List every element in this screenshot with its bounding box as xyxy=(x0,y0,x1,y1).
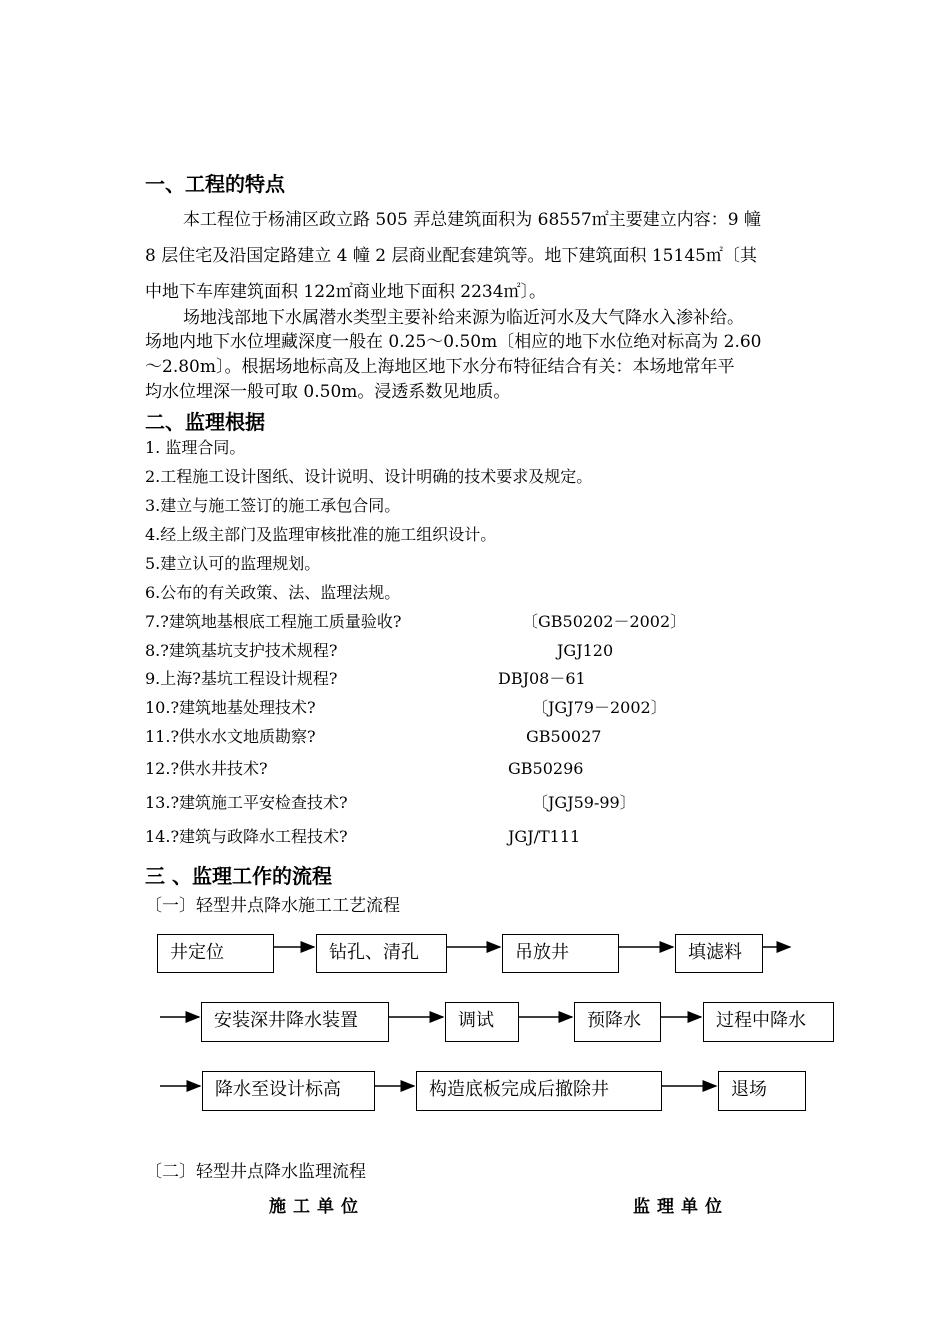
basis-code: GB50296 xyxy=(508,759,584,778)
basis-item: 7.?建筑地基根底工程施工质量验收? xyxy=(145,612,402,631)
basis-code: JGJ/T111 xyxy=(508,827,581,846)
basis-item: 12.?供水井技术? xyxy=(145,759,268,778)
basis-item: 11.?供水水文地质勘察? xyxy=(145,727,316,746)
flow-step: 过程中降水 xyxy=(703,1002,834,1042)
paragraph-line: 本工程位于杨浦区政立路 505 弄总建筑面积为 68557㎡主要建立内容：9 幢 xyxy=(183,210,761,230)
flow1-title: 〔一〕轻型井点降水施工工艺流程 xyxy=(145,896,400,916)
flow-step: 吊放井 xyxy=(502,934,619,973)
flow-step: 降水至设计标高 xyxy=(202,1071,375,1111)
paragraph-line: 中地下车库建筑面积 122㎡商业地下面积 2234㎡〕。 xyxy=(145,282,547,302)
basis-code: 〔JGJ79－2002〕 xyxy=(532,698,667,717)
basis-item: 4.经上级主部门及监理审核批准的施工组织设计。 xyxy=(145,525,497,544)
column-header-supervision: 监理单位 xyxy=(633,1197,729,1217)
paragraph-line: 8 层住宅及沿国定路建立 4 幢 2 层商业配套建筑等。地下建筑面积 15145㎡〔其 xyxy=(145,246,757,266)
flow-step: 填滤料 xyxy=(675,934,763,973)
basis-item: 13.?建筑施工平安检查技术? xyxy=(145,793,348,812)
basis-code: JGJ120 xyxy=(557,641,614,660)
section-title-3: 三 、监理工作的流程 xyxy=(145,864,332,888)
basis-code: DBJ08－61 xyxy=(498,669,586,688)
basis-item: 3.建立与施工签订的施工承包合同。 xyxy=(145,496,401,515)
flow-step: 钻孔、清孔 xyxy=(316,934,447,973)
flow-step: 预降水 xyxy=(574,1002,661,1042)
basis-code: 〔GB50202－2002〕 xyxy=(522,612,687,631)
paragraph-line: 均水位埋深一般可取 0.50m。浸透系数见地质。 xyxy=(145,382,511,402)
basis-item: 14.?建筑与政降水工程技术? xyxy=(145,827,348,846)
basis-item: 5.建立认可的监理规划。 xyxy=(145,554,321,573)
paragraph-line: ～2.80m〕。根据场地标高及上海地区地下水分布特征结合有关：本场地常年平 xyxy=(145,357,735,377)
basis-item: 8.?建筑基坑支护技术规程? xyxy=(145,641,338,660)
basis-item: 2.工程施工设计图纸、设计说明、设计明确的技术要求及规定。 xyxy=(145,467,593,486)
flow2-title: 〔二〕轻型井点降水监理流程 xyxy=(145,1162,366,1182)
flow-step: 退场 xyxy=(718,1071,806,1111)
flow-step: 安装深井降水装置 xyxy=(201,1002,389,1042)
flow-step: 构造底板完成后撤除井 xyxy=(416,1071,662,1111)
section-title-1: 一、工程的特点 xyxy=(145,172,285,196)
basis-item: 1. 监理合同。 xyxy=(145,438,246,457)
basis-item: 6.公布的有关政策、法、监理法规。 xyxy=(145,583,401,602)
flow-step: 井定位 xyxy=(157,934,274,973)
basis-item: 9.上海?基坑工程设计规程? xyxy=(145,669,338,688)
flow-step: 调试 xyxy=(445,1002,519,1042)
basis-code: GB50027 xyxy=(526,727,602,746)
column-header-construction: 施工单位 xyxy=(269,1197,365,1217)
paragraph-line: 场地内地下水位埋藏深度一般在 0.25～0.50m〔相应的地下水位绝对标高为 2.60 xyxy=(145,332,762,352)
basis-code: 〔JGJ59-99〕 xyxy=(532,793,636,812)
paragraph-line: 场地浅部地下水属潜水类型主要补给来源为临近河水及大气降水入渗补给。 xyxy=(183,308,744,328)
section-title-2: 二、监理根据 xyxy=(145,410,265,434)
basis-item: 10.?建筑地基处理技术? xyxy=(145,698,316,717)
